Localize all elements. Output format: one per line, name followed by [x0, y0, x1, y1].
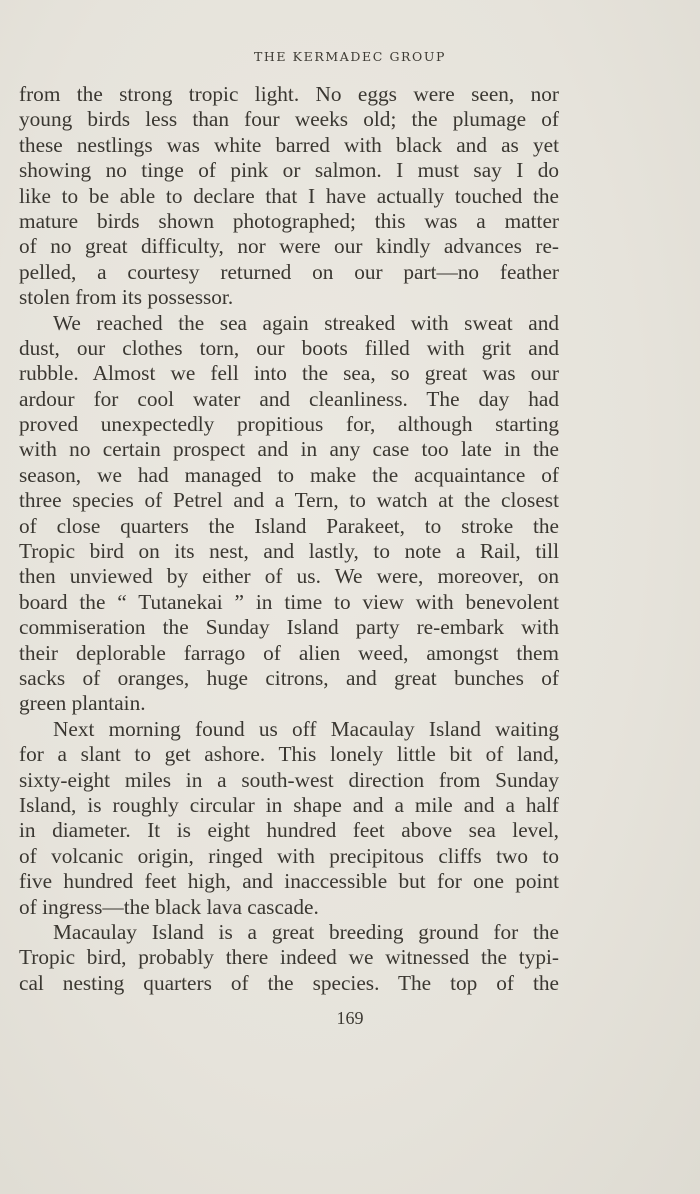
text-line: dust, our clothes torn, our boots filled with grit and: [19, 335, 559, 360]
text-line: sixty-eight miles in a south-west direction from Sunday: [19, 767, 559, 792]
text-line: commiseration the Sunday Island party re-embark with: [19, 615, 559, 640]
text-line: with no certain prospect and in any case too late in the: [19, 437, 559, 462]
text-line: five hundred feet high, and inaccessible but for one point: [19, 869, 559, 894]
text-line: Macaulay Island is a great breeding ground for the: [53, 919, 559, 944]
text-line: for a slant to get ashore. This lonely little bit of land,: [19, 742, 559, 767]
text-line: rubble. Almost we fell into the sea, so great was our: [19, 361, 559, 386]
text-line: proved unexpectedly propitious for, although starting: [19, 412, 559, 437]
text-line: Tropic bird on its nest, and lastly, to note a Rail, till: [19, 539, 559, 564]
text-line: stolen from its possessor.: [19, 285, 234, 310]
text-line: Island, is roughly circular in shape and a mile and a half: [19, 792, 559, 817]
text-line: like to be able to declare that I have actually touched the: [19, 183, 559, 208]
text-line: their deplorable farrago of alien weed, amongst them: [19, 640, 559, 665]
text-line: showing no tinge of pink or salmon. I must say I do: [19, 158, 559, 183]
text-line: from the strong tropic light. No eggs were seen, nor: [19, 82, 559, 106]
body-text: [19, 82, 559, 996]
text-line: three species of Petrel and a Tern, to watch at the closest: [19, 488, 559, 513]
text-line: these nestlings was white barred with black and as yet: [19, 132, 559, 157]
text-line: ardour for cool water and cleanliness. The day had: [19, 386, 559, 411]
text-line: season, we had managed to make the acquaintance of: [19, 462, 559, 487]
text-line: of ingress—the black lava cascade.: [19, 894, 319, 919]
text-line: of no great difficulty, nor were our kindly advances re-: [19, 234, 559, 259]
text-line: We reached the sea again streaked with sweat and: [53, 310, 559, 335]
text-line: in diameter. It is eight hundred feet above sea level,: [19, 818, 559, 843]
text-line: cal nesting quarters of the species. The top of the: [19, 970, 559, 995]
page-number: 169: [336, 1008, 364, 1028]
text-line: young birds less than four weeks old; the plumage of: [19, 107, 559, 132]
text-line: then unviewed by either of us. We were, moreover, on: [19, 564, 559, 589]
text-line: of close quarters the Island Parakeet, to stroke the: [19, 513, 559, 538]
text-line: of volcanic origin, ringed with precipitous cliffs two to: [19, 843, 559, 868]
running-head: THE KERMADEC GROUP: [253, 49, 447, 64]
text-line: Next morning found us off Macaulay Island waiting: [53, 716, 559, 741]
text-line: mature birds shown photographed; this was a matter: [19, 208, 559, 233]
text-line: sacks of oranges, huge citrons, and great bunches of: [19, 665, 559, 690]
text-line: green plantain.: [19, 691, 146, 716]
text-line: Tropic bird, probably there indeed we witnessed the typi-: [19, 945, 559, 970]
text-line: pelled, a courtesy returned on our part—no feather: [19, 259, 559, 284]
text-line: board the “ Tutanekai ” in time to view with benevolent: [19, 589, 559, 614]
